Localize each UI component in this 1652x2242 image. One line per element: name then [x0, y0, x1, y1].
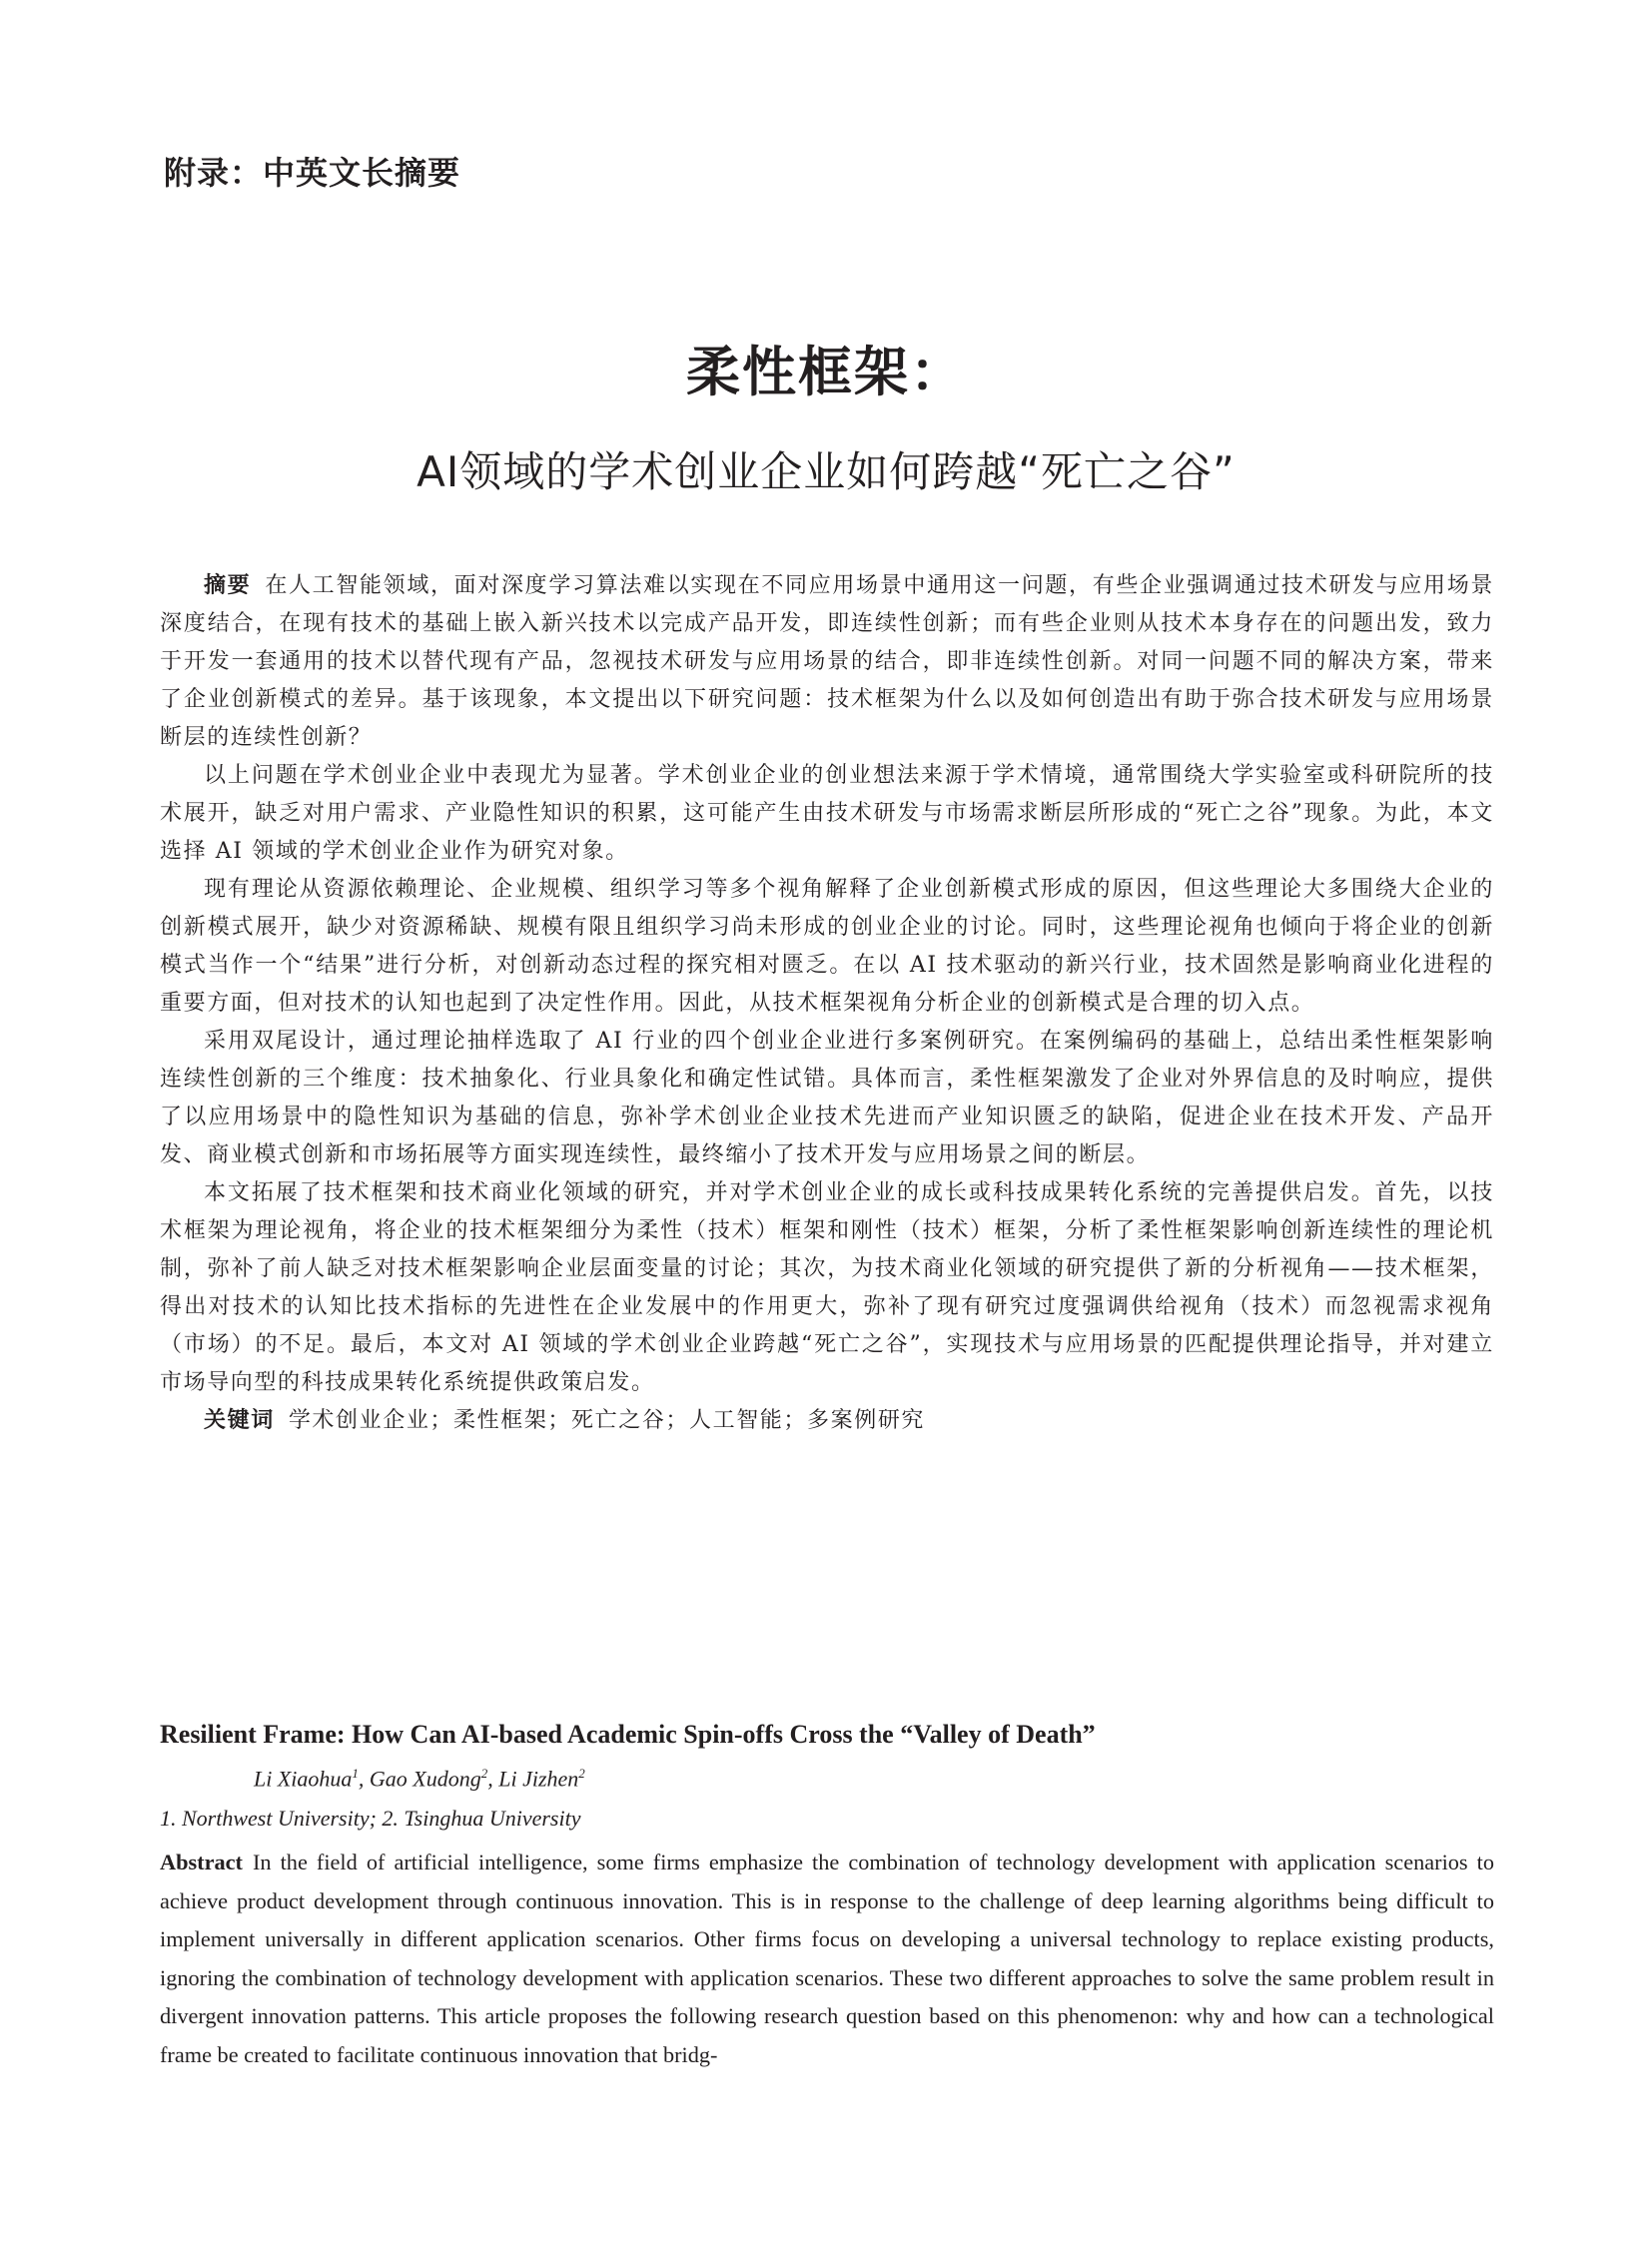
- author-affiliation-mark: 2: [480, 1766, 488, 1781]
- author-name: Gao Xudong: [369, 1766, 481, 1792]
- author-name: Li Xiaohua: [254, 1766, 353, 1792]
- author-separator: ,: [487, 1766, 499, 1792]
- english-abstract-label: Abstract: [160, 1850, 243, 1874]
- abstract-label: 摘要: [204, 573, 252, 598]
- paper-subtitle: AI领域的学术创业企业如何跨越“死亡之谷”: [416, 447, 1236, 496]
- english-authors: [254, 1766, 1588, 1792]
- author-affiliation-mark: 2: [578, 1766, 585, 1781]
- author-separator: ,: [358, 1766, 370, 1792]
- abstract-paragraph-4: 采用双尾设计，通过理论抽样选取了 AI 行业的四个创业企业进行多案例研究。在案例编码的基础上，总结出柔性框架影响连续性创新的三个维度：技术抽象化、行业具象化和确定性试错。具体而言，柔性框架激发了企业对外界信息的及时响应，提供了以应用场景中的隐性知识为基础的信息，弥补学术创业企业技术先进而产业知识匮乏的缺陷，促进企业在技术开发、产品开发、商业模式创新和市场拓展等方面实现连续性，最终缩小了技术开发与应用场景之间的断层。: [160, 1029, 1494, 1167]
- keywords-label: 关键词: [204, 1408, 275, 1433]
- english-abstract: [160, 1844, 1494, 2074]
- abstract-paragraph-5: 本文拓展了技术框架和技术商业化领域的研究，并对学术创业企业的成长或科技成果转化系统的完善提供启发。首先，以技术框架为理论视角，将企业的技术框架细分为柔性（技术）框架和刚性（技术）框架，分析了柔性框架影响创新连续性的理论机制，弥补了前人缺乏对技术框架影响企业层面变量的讨论；其次，为技术商业化领域的研究提供了新的分析视角——技术框架，得出对技术的认知比技术指标的先进性在企业发展中的作用更大，弥补了现有研究过度强调供给视角（技术）而忽视需求视角（市场）的不足。最后，本文对 AI 领域的学术创业企业跨越“死亡之谷”，实现技术与应用场景的匹配提供理论指导，并对建立市场导向型的科技成果转化系统提供政策启发。: [160, 1180, 1494, 1395]
- keywords-line: [160, 1402, 1494, 1440]
- abstract-paragraph-2: 以上问题在学术创业企业中表现尤为显著。学术创业企业的创业想法来源于学术情境，通常围绕大学实验室或科研院所的技术展开，缺乏对用户需求、产业隐性知识的积累，这可能产生由技术研发与市场需求断层所形成的“死亡之谷”现象。为此，本文选择 AI 领域的学术创业企业作为研究对象。: [160, 763, 1494, 864]
- keywords-text: 学术创业企业；柔性框架；死亡之谷；人工智能；多案例研究: [288, 1408, 926, 1433]
- abstract-paragraph-text: 在人工智能领域，面对深度学习算法难以实现在不同应用场景中通用这一问题，有些企业强调通过技术研发与应用场景深度结合，在现有技术的基础上嵌入新兴技术以完成产品开发，即连续性创新；而有些企业则从技术本身存在的问题出发，致力于开发一套通用的技术以替代现有产品，忽视技术研发与应用场景的结合，即非连续性创新。对同一问题不同的解决方案，带来了企业创新模式的差异。基于该现象，本文提出以下研究问题：技术框架为什么以及如何创造出有助于弥合技术研发与应用场景断层的连续性创新？: [160, 573, 1494, 750]
- abstract-paragraph-1: [160, 567, 1494, 757]
- author-name: Li Jizhen: [498, 1766, 579, 1792]
- english-abstract-text: In the field of artificial intelligence, some firms emphasize the combination of technology development with application scenarios to achieve product development through continuous innovation. This is in response to the challenge of deep learning algorithms being difficult to implement universally in different application scenarios. Other firms focus on developing a universal technology to replace existing products, ignoring the combination of technology development with application scenarios. These two different approaches to solve the same problem result in divergent innovation patterns. This article proposes the following research question based on this phenomenon: why and how can a technological frame be created to facilitate continuous innovation that bridg-: [160, 1850, 1494, 2067]
- abstract-paragraph-3: 现有理论从资源依赖理论、企业规模、组织学习等多个视角解释了企业创新模式形成的原因，但这些理论大多围绕大企业的创新模式展开，缺少对资源稀缺、规模有限且组织学习尚未形成的创业企业的讨论。同时，这些理论视角也倾向于将企业的创新模式当作一个“结果”进行分析，对创新动态过程的探究相对匮乏。在以 AI 技术驱动的新兴行业，技术固然是影响商业化进程的重要方面，但对技术的认知也起到了决定性作用。因此，从技术框架视角分析企业的创新模式是合理的切入点。: [160, 877, 1494, 1016]
- author-affiliation-mark: 1: [352, 1766, 359, 1781]
- english-title: Resilient Frame: How Can AI-based Academic Spin-offs Cross the “Valley of Death”: [160, 1720, 1096, 1749]
- chinese-abstract: [160, 567, 1494, 1440]
- paper-title: 柔性框架：: [686, 341, 966, 403]
- appendix-heading: 附录：中英文长摘要: [164, 154, 461, 192]
- english-affiliations: 1. Northwest University; 2. Tsinghua University: [160, 1806, 581, 1831]
